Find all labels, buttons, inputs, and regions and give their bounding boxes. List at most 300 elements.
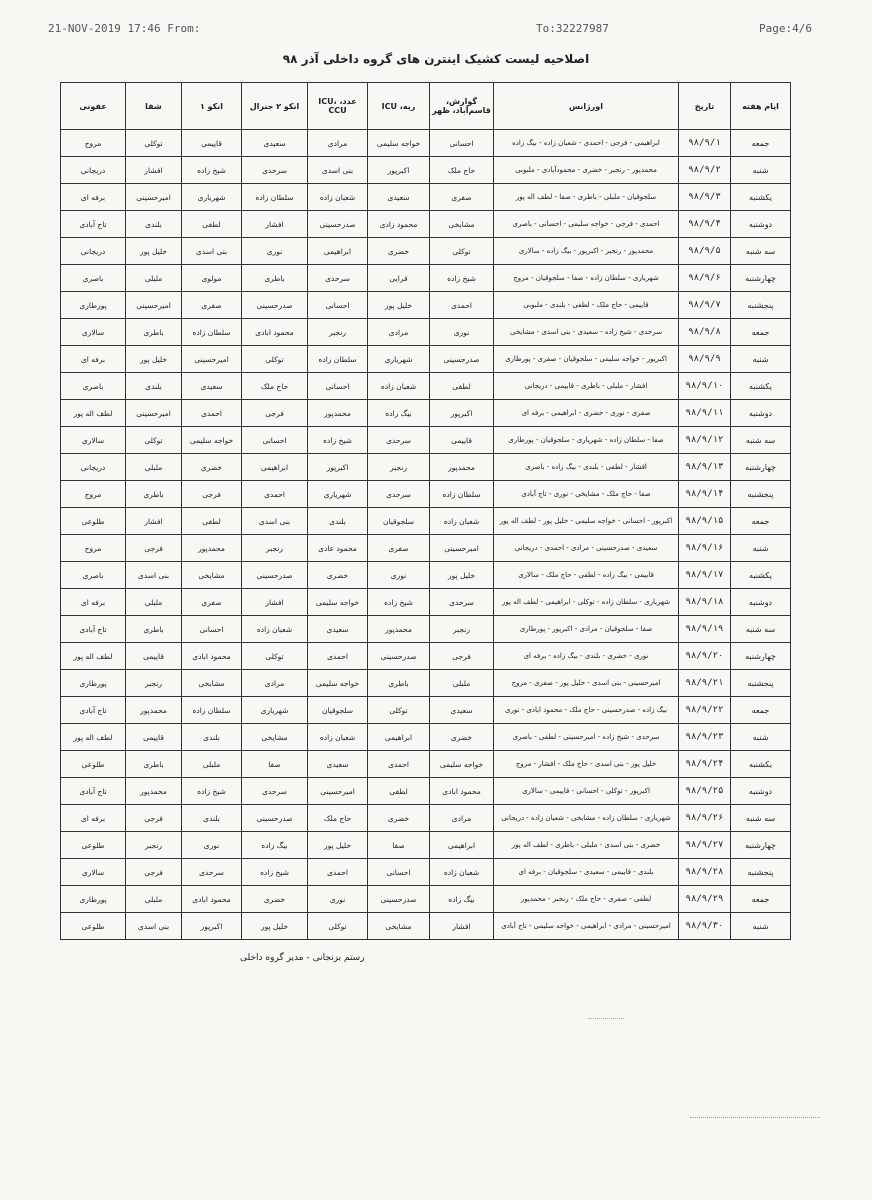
signature-line: رستم بزنجانی - مدیر گروه داخلی [240, 953, 365, 963]
onco1-cell: بنی اسدی [182, 238, 242, 265]
icu-ccu-cell: بنی اسدی [308, 157, 368, 184]
emergency-cell: صفا - سلطان زاده - شهریاری - سلجوقیان - پورطاری [494, 427, 679, 454]
column-header: عدد، ICU، CCU [308, 83, 368, 130]
icu-ccu-cell: سلطان زاده [308, 346, 368, 373]
table-row [61, 643, 791, 670]
shafa-cell: باطری [126, 481, 182, 508]
infectious-cell: برفه ای [61, 346, 126, 373]
column-header: گوارش، قاسم‌آباد، ظهر [430, 83, 494, 130]
resp-icu-cell: خضری [368, 238, 430, 265]
date-cell: ۹۸/۹/۱۸ [679, 589, 731, 616]
shafa-cell: خلیل پور [126, 238, 182, 265]
date-cell: ۹۸/۹/۱۵ [679, 508, 731, 535]
resp-icu-cell: احسانی [368, 859, 430, 886]
emergency-cell: شهریاری - سلطان زاده - توکلی - ابراهیمی - لطف اله پور [494, 589, 679, 616]
onco1-cell: نوری [182, 832, 242, 859]
infectious-cell: تاج آبادی [61, 211, 126, 238]
icu-ccu-cell: احسانی [308, 373, 368, 400]
infectious-cell: سالاری [61, 859, 126, 886]
infectious-cell: مروج [61, 481, 126, 508]
onco2-general-cell: بنی اسدی [242, 508, 308, 535]
icu-ccu-cell: خواجه سلیمی [308, 589, 368, 616]
onco1-cell: مشایخی [182, 670, 242, 697]
emergency-cell: ابراهیمی - فرجی - احمدی - شعبان زاده - بیگ زاده [494, 130, 679, 157]
icu-ccu-cell: خواجه سلیمی [308, 670, 368, 697]
onco2-general-cell: رنجبر [242, 535, 308, 562]
table-row [61, 616, 791, 643]
column-header: ایام هفته [731, 83, 791, 130]
day-cell: پنجشنبه [731, 481, 791, 508]
table-row [61, 211, 791, 238]
emergency-cell: سعیدی - صدرحسینی - مرادی - احمدی - دریجانی [494, 535, 679, 562]
onco2-general-cell: مشایخی [242, 724, 308, 751]
date-cell: ۹۸/۹/۲۷ [679, 832, 731, 859]
shafa-cell: قاییمی [126, 643, 182, 670]
resp-icu-cell: مشایخی [368, 913, 430, 940]
roster-table [60, 82, 791, 940]
shafa-cell: ملبلی [126, 265, 182, 292]
onco1-cell: مشایخی [182, 562, 242, 589]
gi-cell: سعیدی [430, 697, 494, 724]
onco1-cell: شهریاری [182, 184, 242, 211]
date-cell: ۹۸/۹/۲۹ [679, 886, 731, 913]
table-row [61, 670, 791, 697]
emergency-cell: احمدی - فرجی - خواجه سلیمی - احسانی - باصری [494, 211, 679, 238]
icu-ccu-cell: شهریاری [308, 481, 368, 508]
shafa-cell: امیرحسینی [126, 292, 182, 319]
day-cell: جمعه [731, 697, 791, 724]
emergency-cell: محمدپور - رنجبر - اکبرپور - بیگ زاده - سالاری [494, 238, 679, 265]
onco1-cell: ملبلی [182, 751, 242, 778]
emergency-cell: شهریاری - سلطان زاده - صفا - سلجوقیان - مروج [494, 265, 679, 292]
icu-ccu-cell: شیخ زاده [308, 427, 368, 454]
day-cell: دوشنبه [731, 211, 791, 238]
icu-ccu-cell: سعیدی [308, 751, 368, 778]
icu-ccu-cell: خضری [308, 562, 368, 589]
day-cell: یکشنبه [731, 562, 791, 589]
onco2-general-cell: سلطان زاده [242, 184, 308, 211]
column-header: اورژانس [494, 83, 679, 130]
resp-icu-cell: نوری [368, 562, 430, 589]
fax-page-number: Page:4/6 [759, 22, 812, 35]
icu-ccu-cell: سلجوقیان [308, 697, 368, 724]
shafa-cell: محمدپور [126, 778, 182, 805]
onco2-general-cell: احمدی [242, 481, 308, 508]
resp-icu-cell: خلیل پور [368, 292, 430, 319]
table-row [61, 589, 791, 616]
shafa-cell: توکلی [126, 130, 182, 157]
emergency-cell: صفا - سلجوقیان - مرادی - اکبرپور - پورطاری [494, 616, 679, 643]
icu-ccu-cell: امیرحسینی [308, 778, 368, 805]
gi-cell: سرحدی [430, 589, 494, 616]
resp-icu-cell: اکبرپور [368, 157, 430, 184]
column-header: عفونی [61, 83, 126, 130]
day-cell: دوشنبه [731, 400, 791, 427]
date-cell: ۹۸/۹/۹ [679, 346, 731, 373]
date-cell: ۹۸/۹/۳۰ [679, 913, 731, 940]
gi-cell: مشایخی [430, 211, 494, 238]
day-cell: سه شنبه [731, 616, 791, 643]
onco2-general-cell: صفا [242, 751, 308, 778]
gi-cell: سلطان زاده [430, 481, 494, 508]
shafa-cell: فرجی [126, 535, 182, 562]
day-cell: شنبه [731, 157, 791, 184]
emergency-cell: اکبرپور - احسانی - خواجه سلیمی - خلیل پور - لطف اله پور [494, 508, 679, 535]
table-row [61, 724, 791, 751]
onco2-general-cell: نوری [242, 238, 308, 265]
shafa-cell: ملبلی [126, 886, 182, 913]
resp-icu-cell: سرحدی [368, 481, 430, 508]
resp-icu-cell: محمدپور [368, 616, 430, 643]
onco2-general-cell: شعبان زاده [242, 616, 308, 643]
infectious-cell: برفه ای [61, 589, 126, 616]
infectious-cell: دریجانی [61, 454, 126, 481]
date-cell: ۹۸/۹/۱۷ [679, 562, 731, 589]
icu-ccu-cell: توکلی [308, 913, 368, 940]
icu-ccu-cell: محمدپور [308, 400, 368, 427]
onco2-general-cell: توکلی [242, 346, 308, 373]
infectious-cell: پورطاری [61, 670, 126, 697]
emergency-cell: نوری - خضری - بلندی - بیگ زاده - برفه ای [494, 643, 679, 670]
onco2-general-cell: صدرحسینی [242, 805, 308, 832]
date-cell: ۹۸/۹/۷ [679, 292, 731, 319]
date-cell: ۹۸/۹/۵ [679, 238, 731, 265]
onco1-cell: فرجی [182, 481, 242, 508]
table-row [61, 427, 791, 454]
emergency-cell: افشار - ملبلی - باطری - قاییمی - دریجانی [494, 373, 679, 400]
table-row [61, 778, 791, 805]
icu-ccu-cell: نوری [308, 886, 368, 913]
date-cell: ۹۸/۹/۴ [679, 211, 731, 238]
infectious-cell: لطف اله پور [61, 724, 126, 751]
emergency-cell: قاییمی - حاج ملک - لطفی - بلندی - ملبوبی [494, 292, 679, 319]
day-cell: چهارشنبه [731, 832, 791, 859]
onco2-general-cell: صدرحسینی [242, 292, 308, 319]
onco1-cell: خضری [182, 454, 242, 481]
icu-ccu-cell: شعبان زاده [308, 724, 368, 751]
gi-cell: خضری [430, 724, 494, 751]
shafa-cell: بنی اسدی [126, 562, 182, 589]
day-cell: چهارشنبه [731, 643, 791, 670]
shafa-cell: باطری [126, 616, 182, 643]
table-row [61, 184, 791, 211]
gi-cell: خلیل پور [430, 562, 494, 589]
icu-ccu-cell: مرادی [308, 130, 368, 157]
table-row [61, 373, 791, 400]
date-cell: ۹۸/۹/۱۰ [679, 373, 731, 400]
infectious-cell: تاج آبادی [61, 697, 126, 724]
onco1-cell: بلندی [182, 724, 242, 751]
emergency-cell: صفری - نوری - خضری - ابراهیمی - برفه ای [494, 400, 679, 427]
shafa-cell: بنی اسدی [126, 913, 182, 940]
onco2-general-cell: شیخ زاده [242, 859, 308, 886]
onco2-general-cell: مرادی [242, 670, 308, 697]
onco1-cell: امیرحسینی [182, 346, 242, 373]
shafa-cell: فرجی [126, 859, 182, 886]
emergency-cell: امیرحسینی - بنی اسدی - خلیل پور - صفری - مروج [494, 670, 679, 697]
icu-ccu-cell: سرحدی [308, 265, 368, 292]
day-cell: جمعه [731, 130, 791, 157]
table-row [61, 697, 791, 724]
table-row [61, 481, 791, 508]
onco2-general-cell: محمود ابادی [242, 319, 308, 346]
document-title: اصلاحیه لیست کشیک اینترن های گروه داخلی آذر ۹۸ [282, 52, 590, 66]
infectious-cell: برفه ای [61, 184, 126, 211]
onco2-general-cell: سرحدی [242, 778, 308, 805]
shafa-cell: باطری [126, 319, 182, 346]
date-cell: ۹۸/۹/۲ [679, 157, 731, 184]
resp-icu-cell: باطری [368, 670, 430, 697]
table-row [61, 886, 791, 913]
table-row [61, 859, 791, 886]
table-row [61, 319, 791, 346]
gi-cell: حاج ملک [430, 157, 494, 184]
day-cell: شنبه [731, 724, 791, 751]
icu-ccu-cell: اکبرپور [308, 454, 368, 481]
day-cell: چهارشنبه [731, 265, 791, 292]
emergency-cell: سرحدی - شیخ زاده - امیرحسینی - لطفی - باصری [494, 724, 679, 751]
emergency-cell: اکبرپور - توکلی - احسانی - قاییمی - سالاری [494, 778, 679, 805]
shafa-cell: خلیل پور [126, 346, 182, 373]
date-cell: ۹۸/۹/۳ [679, 184, 731, 211]
onco1-cell: احمدی [182, 400, 242, 427]
icu-ccu-cell: بلندی [308, 508, 368, 535]
scan-artifact [588, 1018, 624, 1019]
onco2-general-cell: خضری [242, 886, 308, 913]
table-header-row [61, 83, 791, 130]
emergency-cell: امیرحسینی - مرادی - ابراهیمی - خواجه سلیمی - تاج آبادی [494, 913, 679, 940]
day-cell: سه شنبه [731, 238, 791, 265]
onco1-cell: لطفی [182, 211, 242, 238]
infectious-cell: دریجانی [61, 157, 126, 184]
column-header: انکو ۲ جنرال [242, 83, 308, 130]
gi-cell: شیخ زاده [430, 265, 494, 292]
table-row [61, 913, 791, 940]
resp-icu-cell: سعیدی [368, 184, 430, 211]
gi-cell: نوری [430, 319, 494, 346]
infectious-cell: سالاری [61, 427, 126, 454]
date-cell: ۹۸/۹/۶ [679, 265, 731, 292]
onco2-general-cell: حاج ملک [242, 373, 308, 400]
date-cell: ۹۸/۹/۱۱ [679, 400, 731, 427]
resp-icu-cell: احمدی [368, 751, 430, 778]
emergency-cell: شهریاری - سلطان زاده - مشایخی - شعبان زاده - دریجانی [494, 805, 679, 832]
onco1-cell: قاییمی [182, 130, 242, 157]
shafa-cell: بلندی [126, 211, 182, 238]
icu-ccu-cell: سعیدی [308, 616, 368, 643]
day-cell: جمعه [731, 886, 791, 913]
emergency-cell: بیگ زاده - صدرحسینی - حاج ملک - محمود ابادی - نوری [494, 697, 679, 724]
onco1-cell: مولوی [182, 265, 242, 292]
infectious-cell: باصری [61, 562, 126, 589]
infectious-cell: طلوعی [61, 508, 126, 535]
onco1-cell: سعیدی [182, 373, 242, 400]
day-cell: شنبه [731, 346, 791, 373]
shafa-cell: رنجبر [126, 832, 182, 859]
onco2-general-cell: فرجی [242, 400, 308, 427]
onco2-general-cell: خلیل پور [242, 913, 308, 940]
onco2-general-cell: صدرحسینی [242, 562, 308, 589]
table-row [61, 535, 791, 562]
table-row [61, 508, 791, 535]
resp-icu-cell: صدرحسینی [368, 643, 430, 670]
icu-ccu-cell: رنجبر [308, 319, 368, 346]
infectious-cell: سالاری [61, 319, 126, 346]
date-cell: ۹۸/۹/۲۱ [679, 670, 731, 697]
shafa-cell: ملبلی [126, 454, 182, 481]
onco1-cell: صفری [182, 589, 242, 616]
onco1-cell: بلندی [182, 805, 242, 832]
onco1-cell: احسانی [182, 616, 242, 643]
day-cell: یکشنبه [731, 184, 791, 211]
icu-ccu-cell: شعبان زاده [308, 184, 368, 211]
date-cell: ۹۸/۹/۲۲ [679, 697, 731, 724]
date-cell: ۹۸/۹/۱ [679, 130, 731, 157]
table-row [61, 346, 791, 373]
resp-icu-cell: صفا [368, 832, 430, 859]
date-cell: ۹۸/۹/۱۲ [679, 427, 731, 454]
infectious-cell: طلوعی [61, 751, 126, 778]
column-header: انکو ۱ [182, 83, 242, 130]
shafa-cell: بلندی [126, 373, 182, 400]
table-row [61, 292, 791, 319]
emergency-cell: سرحدی - شیخ زاده - سعیدی - بنی اسدی - مشایخی [494, 319, 679, 346]
resp-icu-cell: محمود زادی [368, 211, 430, 238]
shafa-cell: افشار [126, 508, 182, 535]
infectious-cell: پورطاری [61, 292, 126, 319]
infectious-cell: مروج [61, 130, 126, 157]
icu-ccu-cell: احمدی [308, 643, 368, 670]
day-cell: پنجشنبه [731, 859, 791, 886]
fax-header [48, 22, 812, 44]
onco1-cell: محمود ابادی [182, 643, 242, 670]
resp-icu-cell: توکلی [368, 697, 430, 724]
column-header: شفا [126, 83, 182, 130]
onco2-general-cell: بیگ زاده [242, 832, 308, 859]
day-cell: یکشنبه [731, 751, 791, 778]
gi-cell: ابراهیمی [430, 832, 494, 859]
icu-ccu-cell: احسانی [308, 292, 368, 319]
shafa-cell: محمدپور [126, 697, 182, 724]
emergency-cell: بلندی - قاییمی - سعیدی - سلجوقیان - برفه ای [494, 859, 679, 886]
shafa-cell: باطری [126, 751, 182, 778]
onco2-general-cell: ابراهیمی [242, 454, 308, 481]
gi-cell: ملبلی [430, 670, 494, 697]
shafa-cell: فرجی [126, 805, 182, 832]
roster-body [61, 130, 791, 940]
onco1-cell: محمدپور [182, 535, 242, 562]
shafa-cell: امیرحسینی [126, 400, 182, 427]
resp-icu-cell: بیگ زاده [368, 400, 430, 427]
date-cell: ۹۸/۹/۲۸ [679, 859, 731, 886]
date-cell: ۹۸/۹/۸ [679, 319, 731, 346]
gi-cell: اکبرپور [430, 400, 494, 427]
icu-ccu-cell: خلیل پور [308, 832, 368, 859]
gi-cell: قاییمی [430, 427, 494, 454]
resp-icu-cell: مرادی [368, 319, 430, 346]
day-cell: چهارشنبه [731, 454, 791, 481]
onco2-general-cell: افشار [242, 211, 308, 238]
infectious-cell: تاج آبادی [61, 778, 126, 805]
onco1-cell: شیخ زاده [182, 157, 242, 184]
date-cell: ۹۸/۹/۱۴ [679, 481, 731, 508]
shafa-cell: افشار [126, 157, 182, 184]
resp-icu-cell: لطفی [368, 778, 430, 805]
emergency-cell: صفا - حاج ملک - مشایخی - نوری - تاج آبادی [494, 481, 679, 508]
gi-cell: فرجی [430, 643, 494, 670]
onco1-cell: شیخ زاده [182, 778, 242, 805]
resp-icu-cell: سلجوقیان [368, 508, 430, 535]
day-cell: یکشنبه [731, 373, 791, 400]
day-cell: دوشنبه [731, 778, 791, 805]
onco1-cell: لطفی [182, 508, 242, 535]
resp-icu-cell: خواجه سلیمی [368, 130, 430, 157]
emergency-cell: لطفی - صفری - حاج ملک - رنجبر - محمدپور [494, 886, 679, 913]
shafa-cell: توکلی [126, 427, 182, 454]
day-cell: جمعه [731, 508, 791, 535]
icu-ccu-cell: صدرحسینی [308, 211, 368, 238]
icu-ccu-cell: حاج ملک [308, 805, 368, 832]
resp-icu-cell: شیخ زاده [368, 589, 430, 616]
table-row [61, 400, 791, 427]
date-cell: ۹۸/۹/۲۵ [679, 778, 731, 805]
infectious-cell: برفه ای [61, 805, 126, 832]
infectious-cell: طلوعی [61, 832, 126, 859]
date-cell: ۹۸/۹/۲۶ [679, 805, 731, 832]
table-row [61, 562, 791, 589]
date-cell: ۹۸/۹/۱۶ [679, 535, 731, 562]
infectious-cell: پورطاری [61, 886, 126, 913]
table-row [61, 157, 791, 184]
resp-icu-cell: سرحدی [368, 427, 430, 454]
infectious-cell: لطف اله پور [61, 400, 126, 427]
day-cell: شنبه [731, 913, 791, 940]
day-cell: دوشنبه [731, 589, 791, 616]
gi-cell: افشار [430, 913, 494, 940]
onco2-general-cell: افشار [242, 589, 308, 616]
gi-cell: محمدپور [430, 454, 494, 481]
infectious-cell: طلوعی [61, 913, 126, 940]
day-cell: شنبه [731, 535, 791, 562]
resp-icu-cell: شهریاری [368, 346, 430, 373]
fax-datetime: 21-NOV-2019 17:46 From: [48, 22, 201, 35]
shafa-cell: قاییمی [126, 724, 182, 751]
table-row [61, 265, 791, 292]
emergency-cell: محمدپور - رنجبر - خضری - محمودآبادی - ملبوبی [494, 157, 679, 184]
emergency-cell: افشار - لطفی - بلندی - بیگ زاده - باصری [494, 454, 679, 481]
gi-cell: توکلی [430, 238, 494, 265]
onco1-cell: صفری [182, 292, 242, 319]
emergency-cell: خضری - بنی اسدی - ملبلی - باطری - لطف اله پور [494, 832, 679, 859]
date-cell: ۹۸/۹/۱۹ [679, 616, 731, 643]
day-cell: سه شنبه [731, 427, 791, 454]
gi-cell: خواجه سلیمی [430, 751, 494, 778]
table-row [61, 751, 791, 778]
resp-icu-cell: رنجبر [368, 454, 430, 481]
infectious-cell: مروج [61, 535, 126, 562]
onco1-cell: سلطان زاده [182, 319, 242, 346]
emergency-cell: قاییمی - بیگ زاده - لطفی - حاج ملک - سالاری [494, 562, 679, 589]
gi-cell: بیگ زاده [430, 886, 494, 913]
resp-icu-cell: صدرحسینی [368, 886, 430, 913]
gi-cell: مرادی [430, 805, 494, 832]
resp-icu-cell: شعبان زاده [368, 373, 430, 400]
resp-icu-cell: صفری [368, 535, 430, 562]
gi-cell: محمود ابادی [430, 778, 494, 805]
emergency-cell: سلجوقیان - ملبلی - باطری - صفا - لطف اله پور [494, 184, 679, 211]
table-row [61, 454, 791, 481]
infectious-cell: تاج آبادی [61, 616, 126, 643]
